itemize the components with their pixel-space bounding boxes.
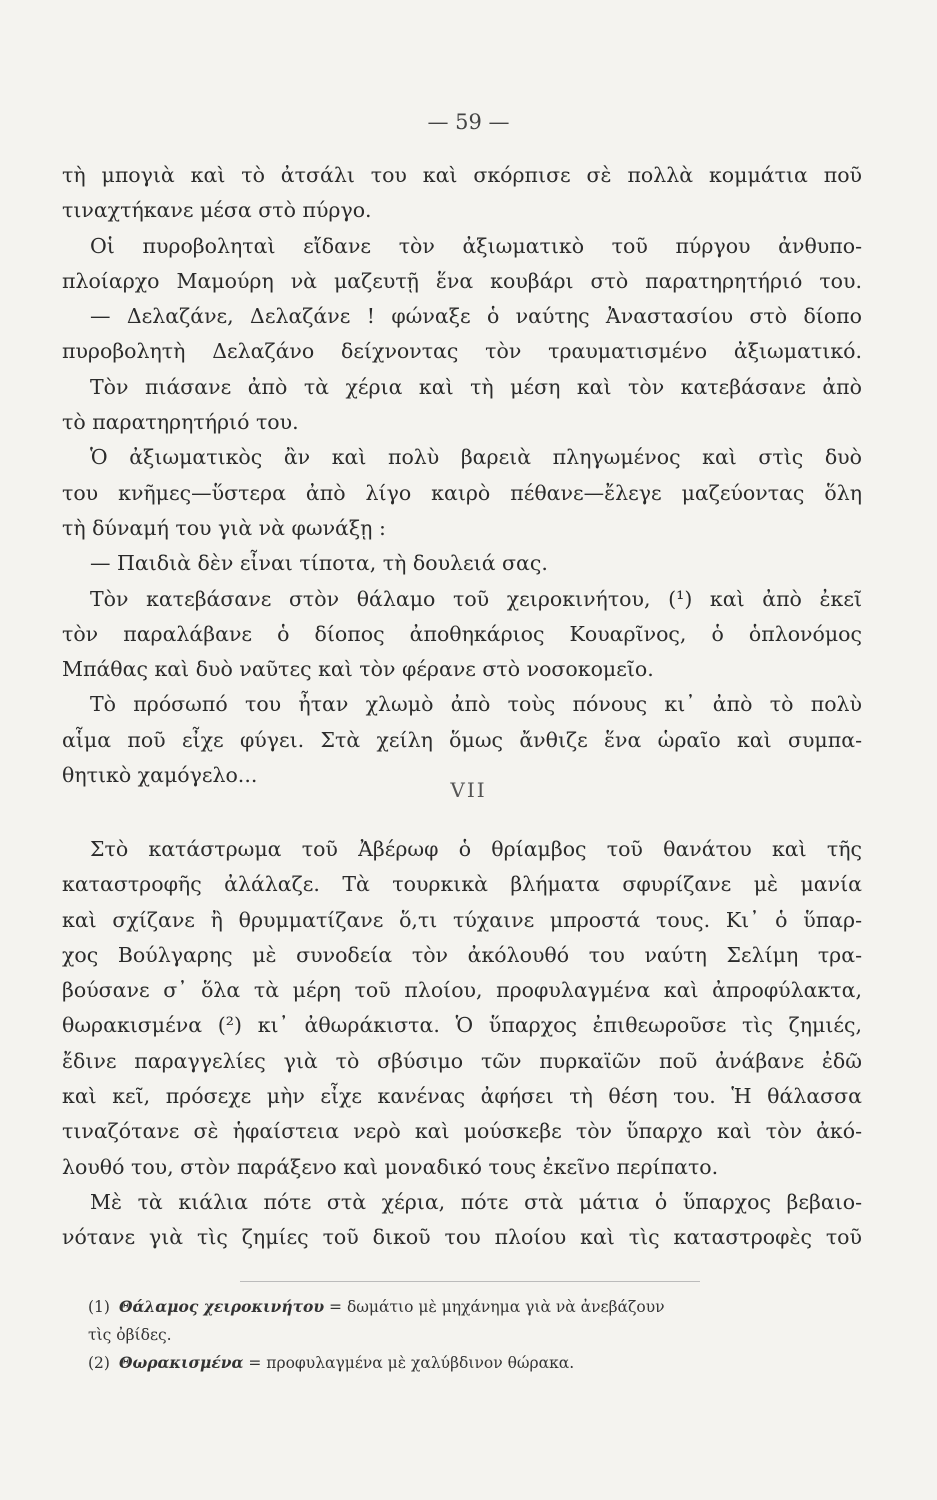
text-line: Μὲ τὰ κιάλια πότε στὰ χέρια, πότε στὰ μάτια ὁ ὕπαρχος βεβαιο- xyxy=(90,1189,862,1214)
text-line: Τὸν πιάσανε ἀπὸ τὰ χέρια καὶ τὴ μέση καὶ τὸν κατεβάσανε ἀπὸ xyxy=(90,374,862,399)
page-number: — 59 — xyxy=(427,110,510,134)
text-line: Στὸ κατάστρωμα τοῦ Ἀβέρωφ ὁ θρίαμβος τοῦ θανάτου καὶ τῆς xyxy=(90,837,862,861)
footnote-divider xyxy=(240,1281,700,1282)
text-line: πλοίαρχο Μαμούρη νὰ μαζευτῇ ἕνα κουβάρι στὸ παρατηρητήριό του. xyxy=(62,268,862,293)
text-line: τὸν παραλάβανε ὁ δίοπος ἀποθηκάριος Κουαρῖνος, ὁ ὁπλονόμος xyxy=(62,621,862,646)
text-line: χος Βούλγαρης μὲ συνοδεία τὸν ἀκόλουθό του ναύτη Σελίμη τρα- xyxy=(62,942,862,967)
text-line: αἷμα ποῦ εἶχε φύγει. Στὰ χείλη ὅμως ἄνθιζε ἕνα ὡραῖο καὶ συμπα- xyxy=(62,727,862,752)
text-line: Τὸν κατεβάσανε στὸν θάλαμο τοῦ χειροκινήτου, (¹) καὶ ἀπὸ ἐκεῖ xyxy=(90,586,862,611)
section-heading: VII xyxy=(450,778,487,802)
text-line: ἔδινε παραγγελίες γιὰ τὸ σβύσιμο τῶν πυρκαϊῶν ποῦ ἀνάβανε ἐδῶ xyxy=(62,1048,862,1073)
footnote-definition: = προφυλαγμένα μὲ χαλύβδινον θώρακα. xyxy=(248,1354,575,1372)
text-line: καὶ κεῖ, πρόσεχε μὴν εἶχε κανένας ἀφήσει τὴ θέση του. Ἡ θάλασσα xyxy=(62,1084,862,1109)
text-line: τιναχτήκανε μέσα στὸ πύργο. xyxy=(62,198,372,223)
text-line: Μπάθας καὶ δυὸ ναῦτες καὶ τὸν φέρανε στὸ νοσοκομεῖο. xyxy=(62,657,654,682)
text-line: Τὸ πρόσωπό του ἦταν χλωμὸ ἀπὸ τοὺς πόνους κι᾿ ἀπὸ τὸ πολὺ xyxy=(90,692,862,717)
footnote-term: Θάλαμος χειροκινήτου xyxy=(118,1297,325,1316)
text-line: — Παιδιὰ δὲν εἶναι τίποτα, τὴ δουλειά σας. xyxy=(90,551,548,576)
text-line: τὴ μπογιὰ καὶ τὸ ἀτσάλι του καὶ σκόρπισε σὲ πολλὰ κομμάτια ποῦ xyxy=(62,163,862,187)
text-line: τὸ παρατηρητήριό του. xyxy=(62,410,299,435)
text-line: Οἱ πυροβοληταὶ εἴδανε τὸν ἀξιωματικὸ τοῦ πύργου ἀνθυπο- xyxy=(90,233,862,258)
text-block-bottom xyxy=(62,832,862,1256)
text-line: — Δελαζάνε, Δελαζάνε ! φώναξε ὁ ναύτης Ἀναστασίου στὸ δίοπο xyxy=(90,304,862,329)
footnote-1 xyxy=(88,1293,868,1321)
text-line: λουθό του, στὸν παράξενο καὶ μοναδικό τους ἐκεῖνο περίπατο. xyxy=(62,1154,719,1179)
footnote-definition: = δωμάτιο μὲ μηχάνημα γιὰ νὰ ἀνεβάζουν xyxy=(329,1298,665,1316)
text-line: βούσανε σ᾿ ὅλα τὰ μέρη τοῦ πλοίου, προφυλαγμένα καὶ ἀπροφύλακτα, xyxy=(62,978,862,1003)
text-line: πυροβολητὴ Δελαζάνο δείχνοντας τὸν τραυματισμένο ἀξιωματικό. xyxy=(62,339,862,364)
text-line: θωρακισμένα (²) κι᾿ ἀθωράκιστα. Ὁ ὕπαρχος ἐπιθεωροῦσε τὶς ζημιές, xyxy=(62,1013,862,1038)
footnote-number: (2) xyxy=(88,1354,110,1372)
footnote-number: (1) xyxy=(88,1298,110,1316)
text-line: θητικὸ χαμόγελο... xyxy=(62,763,258,788)
text-line: τιναζότανε σὲ ἡφαίστεια νερὸ καὶ μούσκεβε τὸν ὕπαρχο καὶ τὸν ἀκό- xyxy=(62,1119,862,1144)
footnote-2 xyxy=(88,1349,868,1377)
footnote-term: Θωρακισμένα xyxy=(118,1353,244,1372)
text-block-top xyxy=(62,158,862,793)
text-line: καὶ σχίζανε ἢ θρυμματίζανε ὅ,τι τύχαινε μπροστά τους. Κι᾿ ὁ ὕπαρ- xyxy=(62,907,862,932)
text-line: τὴ δύναμή του γιὰ νὰ φωνάξῃ : xyxy=(62,515,386,540)
footnotes xyxy=(88,1293,868,1377)
text-line: Ὁ ἀξιωματικὸς ἂν καὶ πολὺ βαρειὰ πληγωμένος καὶ στὶς δυὸ xyxy=(90,445,862,470)
footnote-1-continuation: τὶς ὀβίδες. xyxy=(88,1326,172,1344)
text-line: καταστροφῆς ἀλάλαζε. Τὰ τουρκικὰ βλήματα σφυρίζανε μὲ μανία xyxy=(62,872,862,897)
text-line: του κνῆμες—ὕστερα ἀπὸ λίγο καιρὸ πέθανε—ἔλεγε μαζεύοντας ὅλη xyxy=(62,480,862,505)
text-line: νότανε γιὰ τὶς ζημίες τοῦ δικοῦ του πλοίου καὶ τὶς καταστροφὲς τοῦ xyxy=(62,1225,862,1250)
